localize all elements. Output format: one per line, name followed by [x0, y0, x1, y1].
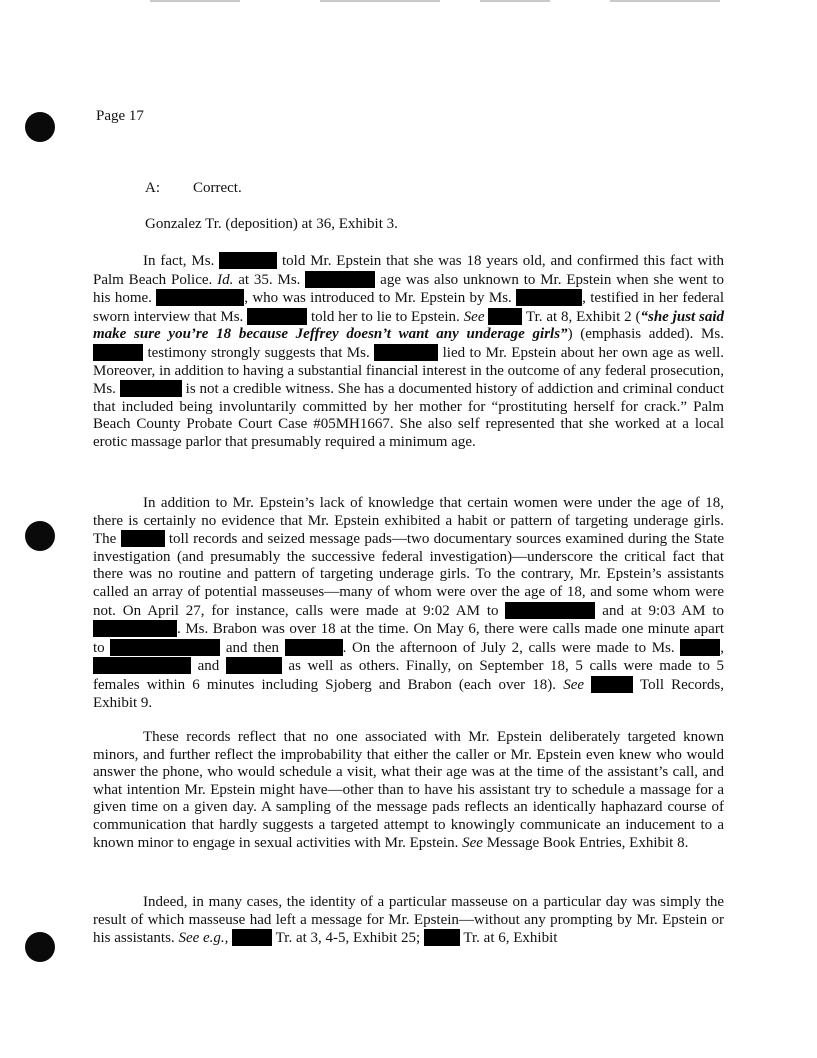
text-run: Indeed, in many cases, the identity of a particular masseuse on a particular day was simply the result of which masseuse had left a message for Mr. Epstein—without any prompting by Mr. Epstein or his assistants. [93, 894, 724, 947]
text-run: . On the afternoon of July 2, calls were made to Ms. [342, 639, 675, 656]
text-run: age was also unknown to Mr. Epstein when she went to his home. [93, 271, 725, 307]
redaction-box [110, 639, 220, 656]
punch-hole-middle [25, 521, 55, 551]
redaction-box [93, 657, 191, 674]
text-run: as well as others. Finally, on September 18, 5 calls were made to 5 females within 6 minutes including Sjoberg and Brabon (each over 18). [93, 658, 725, 693]
text-run: and then [225, 639, 279, 656]
text-run: is not a credible witness. She has a documented history of addiction and criminal conduct that included being involuntarily committed by her mother for “prostituting herself for crack.” Palm Beach County Probate Court Case #05MH1667. She also self represented that she worked at a local erotic massage parlor that presumably required a minimum age. [93, 381, 725, 450]
scan-artifact-line [480, 0, 550, 2]
paragraph-3 [93, 729, 724, 852]
text-run: , testified in her federal sworn interview that Ms. [93, 290, 725, 325]
punch-hole-bottom [25, 932, 55, 962]
redaction-box [120, 380, 182, 397]
text-run: See e.g., [178, 930, 229, 947]
text-run: , who was introduced to Mr. Epstein by Ms. [244, 290, 512, 307]
redaction-box [680, 639, 720, 656]
redaction-box [488, 308, 522, 325]
text-run: Tr. at 3, 4-5, Exhibit 25; [275, 930, 421, 947]
answer-text: Correct. [193, 180, 242, 196]
redaction-box [591, 676, 633, 693]
text-run: toll records and seized message pads—two documentary sources examined during the State investigation (and presumably the successive federal investigation)—underscore the critical fact that there was no routine and pattern of targeting underage girls. To the contrary, Mr. Epstein’s assistants called an array of potential masseuses—many of whom were over the age of 18, and some whom were not. On April 27, for instance, calls were made at 9:02 AM to [93, 531, 725, 619]
text-run: at 35. Ms. [238, 271, 301, 288]
redaction-box [232, 929, 272, 946]
redaction-box [93, 344, 143, 361]
qa-line [145, 180, 242, 197]
text-run: Tr. at 6, Exhibit [463, 930, 558, 947]
redaction-box [285, 639, 343, 656]
redaction-box [516, 289, 582, 306]
redaction-box [121, 530, 165, 547]
deposition-citation: Gonzalez Tr. (deposition) at 36, Exhibit 3. [145, 216, 398, 232]
text-run: These records reflect that no one associated with Mr. Epstein deliberately targeted known minors, and further reflect the improbability that either the caller or Mr. Epstein even knew who would answer the phone, who would schedule a visit, what their age was at the time of the assistant’s call, and what intention Mr. Epstein might have—other than to have his assistant try to schedule a massage for a given time on a given day. A sampling of the message pads reflects an identically haphazard course of communication that hardly suggests a targeted attempt to knowingly communicate an inducement to a known minor to engage in sexual activities with Mr. Epstein. [93, 729, 724, 851]
text-run: . Ms. Brabon was over 18 at the time. On May 6, there were calls made one minute apart to [93, 621, 724, 656]
emphasized-quote: “she just said make sure you’re 18 because Jeffrey doesn’t want any underage girls” [93, 308, 725, 343]
text-run: told Mr. Epstein that she was 18 years old, and confirmed this fact with Palm Beach Police. [93, 253, 724, 288]
text-run: See [463, 308, 485, 325]
redaction-box [226, 657, 282, 674]
text-run: See [563, 676, 585, 693]
redaction-box [374, 344, 438, 361]
redaction-box [219, 252, 277, 269]
redaction-box [305, 271, 375, 288]
scan-artifact-line [150, 0, 240, 2]
text-run: testimony strongly suggests that Ms. [147, 344, 370, 361]
text-run: , [720, 639, 724, 656]
punch-hole-top [25, 112, 55, 142]
answer-label: A: [145, 180, 160, 196]
text-run: Tr. at 8, Exhibit 2 ( [525, 308, 641, 325]
text-run: See [462, 834, 483, 851]
text-run: ) (emphasis added). Ms. [567, 326, 724, 343]
page-number: Page 17 [96, 108, 144, 124]
text-run: and at 9:03 AM to [602, 602, 724, 619]
text-run: told her to lie to Epstein. [311, 308, 460, 325]
redaction-box [247, 308, 307, 325]
paragraph-2 [93, 495, 724, 712]
redaction-box [156, 289, 244, 306]
scan-artifact-line [610, 0, 720, 2]
paragraph-1 [93, 252, 724, 452]
redaction-box [424, 929, 460, 946]
scan-artifact-line [320, 0, 440, 2]
redaction-box [505, 602, 595, 619]
text-run: In fact, Ms. [143, 253, 215, 269]
text-run: lied to Mr. Epstein about her own age as well. Moreover, in addition to having a substantial financial interest in the outcome of any federal prosecution, Ms. [93, 344, 725, 398]
text-run: Message Book Entries, Exhibit 8. [486, 834, 689, 851]
paragraph-4 [93, 894, 724, 948]
redaction-box [93, 620, 177, 637]
text-run: Toll Records, Exhibit 9. [93, 676, 725, 711]
text-run: In addition to Mr. Epstein’s lack of knowledge that certain women were under the age of 18, there is certainly no evidence that Mr. Epstein exhibited a habit or pattern of targeting underage girls. The [93, 495, 724, 548]
text-run: and [197, 658, 220, 675]
text-run: Id. [217, 271, 234, 288]
